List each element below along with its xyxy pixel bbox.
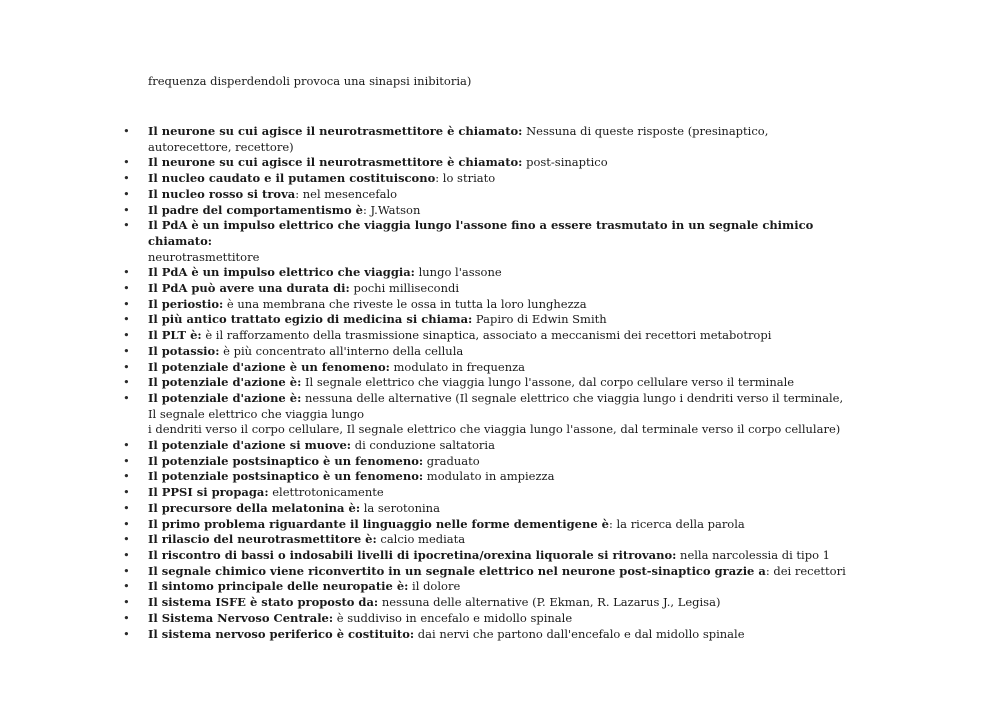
- bullet-icon: •: [123, 390, 130, 405]
- bullet-icon: •: [123, 186, 130, 201]
- bullet-icon: •: [123, 375, 130, 390]
- answer-text: elettrotonicamente: [268, 485, 384, 500]
- question-text: Il PPSI si propaga:: [148, 485, 269, 500]
- bullet-icon: •: [123, 469, 130, 484]
- list-item: [123, 281, 848, 297]
- bullet-icon: •: [123, 202, 130, 217]
- question-text: Il riscontro di bassi o indosabili livelli di ipocretina/orexina liquorale si ritrovano:: [148, 547, 677, 562]
- bullet-icon: •: [123, 343, 130, 358]
- answer-text: nella narcolessia di tipo 1: [676, 547, 830, 562]
- answer-text: è il rafforzamento della trasmissione sinaptica, associato a meccanismi dei recettori metabotropi: [201, 328, 772, 343]
- bullet-icon: •: [123, 438, 130, 453]
- bullet-icon: •: [123, 547, 130, 562]
- question-text: Il potenziale d'azione è:: [148, 375, 302, 390]
- list-item: [123, 296, 848, 313]
- question-text: Il periostio:: [148, 296, 224, 311]
- question-text: Il potenziale d'azione è:: [148, 390, 302, 405]
- bullet-icon: •: [123, 171, 130, 186]
- question-text: Il padre del comportamentismo è: [148, 202, 363, 217]
- question-text: Il sintomo principale delle neuropatie è:: [148, 579, 409, 594]
- answer-text: neurotrasmettitore: [148, 249, 260, 264]
- answer-text: calcio mediata: [376, 532, 466, 547]
- list-item: [123, 328, 848, 344]
- list-item: [123, 500, 848, 517]
- bullet-icon: •: [123, 296, 130, 311]
- answer-text: : la ricerca della parola: [608, 516, 745, 531]
- bullet-icon: •: [123, 312, 130, 327]
- list-item: [123, 547, 848, 564]
- question-text: Il neurone su cui agisce il neurotrasmettitore è chiamato:: [148, 155, 523, 170]
- question-text: Il primo problema riguardante il linguaggio nelle forme dementigene è: [148, 516, 609, 531]
- answer-text: di conduzione saltatoria: [351, 438, 495, 453]
- bullet-icon: •: [123, 265, 130, 280]
- list-item: [123, 532, 848, 548]
- list-item: [123, 390, 848, 438]
- list-item: [123, 343, 848, 360]
- list-item: [123, 453, 848, 470]
- bullet-icon: •: [123, 516, 130, 531]
- list-item: [123, 516, 848, 533]
- answer-text: è più concentrato all'interno della cellula: [219, 343, 464, 358]
- bullet-icon: •: [123, 485, 130, 500]
- list-item: [123, 579, 848, 595]
- list-item: [123, 359, 848, 376]
- answer-text: lungo l'assone: [414, 265, 502, 280]
- bullet-icon: •: [123, 563, 130, 578]
- question-text: Il Sistema Nervoso Centrale:: [148, 610, 334, 625]
- question-text: Il nucleo rosso si trova: [148, 186, 296, 201]
- intro-text: frequenza disperdendoli provoca una sinapsi inibitoria): [148, 74, 472, 88]
- bullet-icon: •: [123, 610, 130, 625]
- question-text: Il potenziale d'azione si muove:: [148, 438, 352, 453]
- answer-text: pochi millisecondi: [349, 281, 460, 296]
- list-item: [123, 469, 848, 485]
- question-text: Il PdA può avere una durata di:: [148, 281, 350, 296]
- bullet-icon: •: [123, 500, 130, 515]
- bullet-icon: •: [123, 626, 130, 641]
- question-text: Il più antico trattato egizio di medicina si chiama:: [148, 312, 473, 327]
- answer-text: nessuna delle alternative (P. Ekman, R. Lazarus J., Legisa): [378, 595, 721, 610]
- answer-text: : lo striato: [435, 171, 496, 186]
- question-text: Il sistema ISFE è stato proposto da:: [148, 595, 379, 610]
- question-text: Il potenziale postsinaptico è un fenomeno:: [148, 453, 424, 468]
- bullet-icon: •: [123, 155, 130, 170]
- answer-text: post-sinaptico: [522, 155, 608, 170]
- bullet-icon: •: [123, 359, 130, 374]
- bullet-icon: •: [123, 124, 130, 138]
- qa-list: [123, 124, 848, 642]
- question-text: Il rilascio del neurotrasmettitore è:: [148, 532, 377, 547]
- bullet-icon: •: [123, 281, 130, 296]
- list-item: [123, 124, 848, 155]
- question-text: Il PLT è:: [148, 328, 202, 343]
- question-text: Il nucleo caudato e il putamen costituiscono: [148, 171, 436, 186]
- bullet-icon: •: [123, 579, 130, 594]
- bullet-icon: •: [123, 328, 130, 343]
- answer-text: Papiro di Edwin Smith: [472, 312, 607, 327]
- answer-text: modulato in frequenza: [389, 359, 526, 374]
- answer-text: modulato in ampiezza: [423, 469, 555, 484]
- list-item: [123, 485, 848, 501]
- list-item: [123, 218, 848, 265]
- list-item: [123, 155, 848, 171]
- question-text: Il PdA è un impulso elettrico che viaggia:: [148, 265, 415, 280]
- answer-text: Nessuna di queste risposte (presinaptico, autorecettore, recettore): [148, 124, 769, 154]
- list-item: [123, 186, 848, 203]
- question-text: Il neurone su cui agisce il neurotrasmettitore è chiamato:: [148, 124, 523, 138]
- answer-text: è suddiviso in encefalo e midollo spinale: [333, 610, 573, 625]
- answer-text: : nel mesencefalo: [295, 186, 398, 201]
- question-text: Il PdA è un impulso elettrico che viaggia lungo l'assone fino a essere trasmutato in un segnale chimico chiamato:: [148, 218, 814, 248]
- answer-text: nessuna delle alternative (Il segnale elettrico che viaggia lungo i dendriti verso il terminale, Il segnale elettrico che viaggia lungo: [148, 390, 844, 421]
- answer-text: graduato: [423, 453, 480, 468]
- bullet-icon: •: [123, 218, 130, 233]
- bullet-icon: •: [123, 595, 130, 610]
- list-item: [123, 595, 848, 611]
- list-item: [123, 438, 848, 454]
- answer-text: : dei recettori: [765, 563, 846, 578]
- answer-text: dai nervi che partono dall'encefalo e dal midollo spinale: [414, 626, 745, 641]
- list-item: [123, 563, 848, 580]
- question-text: Il potenziale postsinaptico è un fenomeno:: [148, 469, 424, 484]
- answer-text: Il segnale elettrico che viaggia lungo l'assone, dal corpo cellulare verso il terminale: [301, 375, 795, 390]
- question-text: Il sistema nervoso periferico è costituito:: [148, 626, 415, 641]
- list-item: [123, 202, 848, 219]
- answer-continuation: i dendriti verso il corpo cellulare, Il segnale elettrico che viaggia lungo l'assone, dal terminale verso il corpo cellulare): [148, 422, 841, 437]
- question-text: Il segnale chimico viene riconvertito in un segnale elettrico nel neurone post-sinaptico grazie a: [148, 563, 766, 578]
- list-item: [123, 375, 848, 391]
- bullet-icon: •: [123, 453, 130, 468]
- question-text: Il potenziale d'azione è un fenomeno:: [148, 359, 390, 374]
- answer-text: è una membrana che riveste le ossa in tutta la loro lunghezza: [223, 296, 587, 311]
- question-text: Il potassio:: [148, 343, 220, 358]
- list-item: [123, 171, 848, 187]
- list-item: [123, 312, 848, 328]
- list-item: [123, 265, 848, 281]
- answer-text: la serotonina: [360, 500, 440, 515]
- question-text: Il precursore della melatonina è:: [148, 500, 361, 515]
- answer-text: il dolore: [408, 579, 461, 594]
- bullet-icon: •: [123, 532, 130, 547]
- list-item: [123, 610, 848, 627]
- answer-text: : J.Watson: [362, 202, 421, 217]
- list-item: [123, 626, 848, 643]
